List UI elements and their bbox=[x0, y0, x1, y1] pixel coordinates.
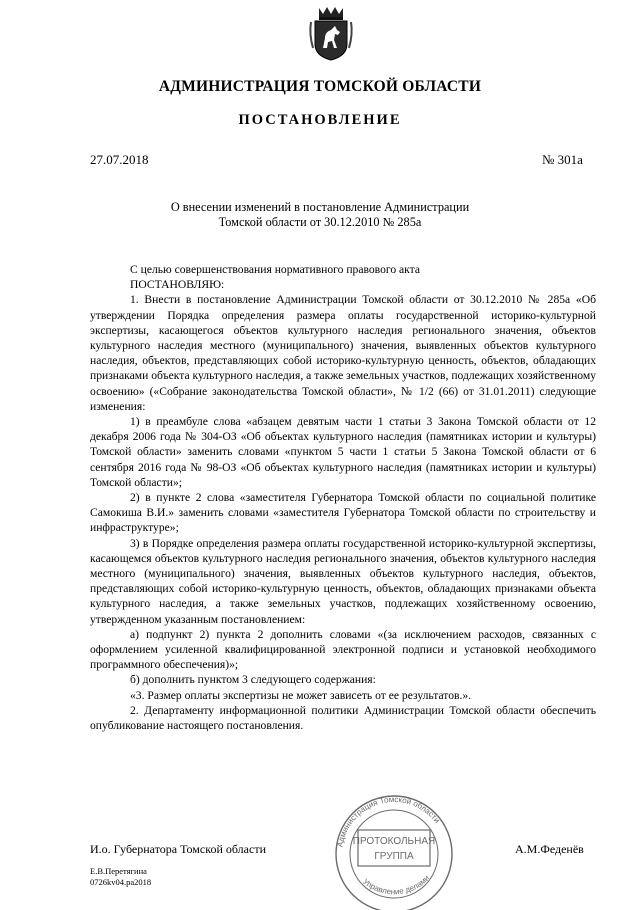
clause-1-1: 1) в преамбуле слова «абзацем девятым части 1 статьи 3 Закона Томской области от 12 декабря 2006 года № 304-ОЗ «Об объектах культурного наследия (памятниках истории и культуры) Томской области» заменить словами «пунктом 5 части 1 статьи 5 Закона Томской области от 6 сентября 2016 года № 98-ОЗ «Об объектах культурного наследия (памятниках истории и культуры) Томской области»; bbox=[90, 415, 596, 489]
clause-1-3-b-quote: «3. Размер оплаты экспертизы не может зависеть от ее результатов.». bbox=[130, 688, 472, 702]
executor-name: Е.В.Перетягина bbox=[90, 866, 147, 876]
intro-purpose: С целью совершенствования нормативного правового акта bbox=[130, 263, 421, 276]
clause-1-2: 2) в пункте 2 слова «заместителя Губернатора Томской области по социальной политике Самокиша В.И.» заменить словами «заместителя Губернатора Томской области по строительству и инфраструктуре»; bbox=[90, 491, 596, 535]
stamp-text-1: ПРОТОКОЛЬНАЯ bbox=[352, 836, 436, 847]
subject-line-1: О внесении изменений в постановление Администрации bbox=[170, 200, 470, 214]
subject-line-2: Томской области от 30.12.2010 № 285а bbox=[218, 215, 422, 229]
clause-2: 2. Департаменту информационной политики Администрации Томской области обеспечить опубликование настоящего постановления. bbox=[90, 703, 596, 733]
document-date: 27.07.2018 bbox=[90, 152, 149, 167]
clause-1: 1. Внести в постановление Администрации Томской области от 30.12.2010 № 285а «Об утверждении Порядка определения размера оплаты государственной историко-культурной экспертизы, касающегося объектов культурного наследия регионального значения, объектов культурного наследия местного (муниципального) значения, выявленных объектов культурного наследия, объектов, представляющих собой историко-культурную ценность, объектов, обладающих признаками объекта культурного наследия, а также земельных участков, подлежащих хозяйственному освоению» («Собрание законодательства Томской области», № 1/2 (66) от 31.01.2011) следующие изменения: bbox=[90, 293, 596, 413]
intro-resolve: ПОСТАНОВЛЯЮ: bbox=[130, 278, 225, 292]
file-reference: 0726kv04.ра2018 bbox=[90, 877, 152, 887]
stamp-text-2: ГРУППА bbox=[374, 851, 414, 862]
clause-1-3-b: б) дополнить пунктом 3 следующего содержания: bbox=[130, 673, 376, 687]
org-title: АДМИНИСТРАЦИЯ ТОМСКОЙ ОБЛАСТИ bbox=[158, 78, 482, 95]
document-number: № 301а bbox=[542, 152, 583, 167]
signer-name: А.М.Феденёв bbox=[515, 842, 584, 856]
protocol-group-stamp bbox=[328, 790, 460, 910]
clause-1-3-a: а) подпункт 2) пункта 2 дополнить словами «(за исключением расходов, связанных с оформлением усиленной квалифицированной электронной подписи и установкой необходимого программного обеспечения)»; bbox=[90, 627, 596, 672]
document-type: ПОСТАНОВЛЕНИЕ bbox=[238, 112, 402, 128]
clause-1-3: 3) в Порядке определения размера оплаты государственной историко-культурной экспертизы, касающемся объектов культурного наследия регионального значения, объектов культурного наследия местного (муниципального) значения, выявленных объектов культурного наследия, объектов, представляющих собой историко-культурную ценность, объектов, обладающих признаками объекта культурного наследия, а также земельных участков, подлежащих хозяйственному освоению, утвержденном указанным постановлением: bbox=[90, 536, 596, 626]
tomsk-coat-of-arms-icon bbox=[307, 4, 355, 62]
stamp-ring-top: Администрация Томской области bbox=[335, 794, 442, 848]
signer-position: И.о. Губернатора Томской области bbox=[90, 842, 266, 856]
document-body bbox=[90, 262, 596, 733]
document-subject bbox=[0, 200, 640, 230]
stamp-ring-bottom: Управление делами bbox=[361, 873, 432, 897]
